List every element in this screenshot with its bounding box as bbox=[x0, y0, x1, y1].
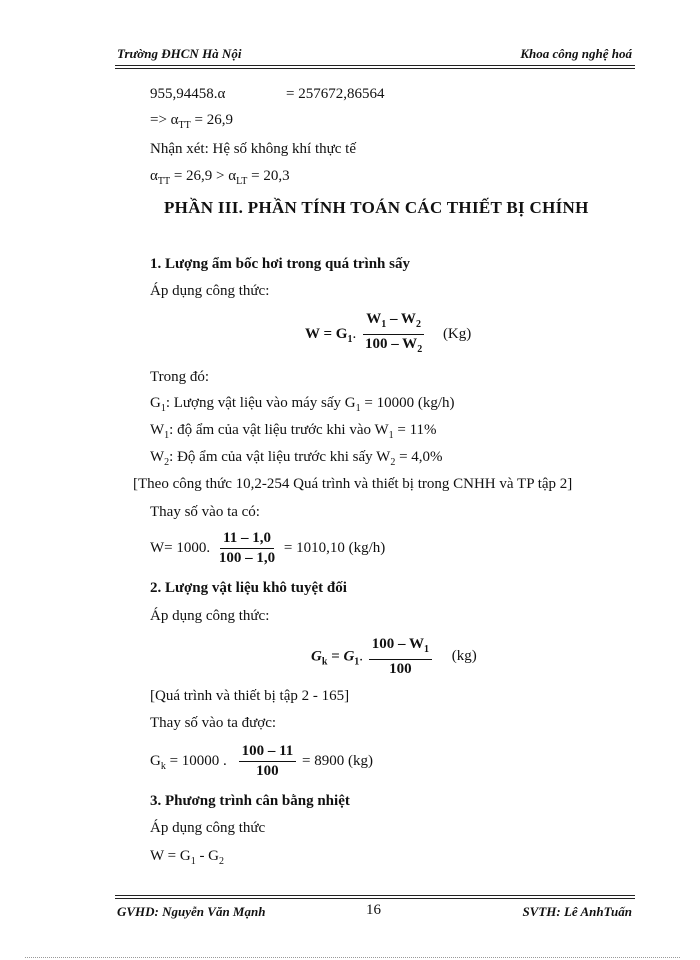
mass-balance-equation: $W = G_1 - G_2$ bbox=[150, 848, 225, 867]
page-number: 16 bbox=[366, 902, 381, 918]
def-g1: $G_1$: Lượng vật liệu vào máy sấy $G_1 = 10000$ (kg/h) bbox=[150, 395, 455, 414]
footer-student: SVTH: Lê AnhTuấn bbox=[522, 904, 632, 919]
page-bottom-border bbox=[25, 957, 680, 958]
part-title: PHẦN III. PHẦN TÍNH TOÁN CÁC THIẾT BỊ CHÍNH bbox=[164, 198, 589, 217]
formula-w: $W = G_1$. $\frac{W_1 - W_2}{100 - W_2}$ (Kg) bbox=[305, 311, 472, 355]
section-3-apply: Áp dụng công thức bbox=[150, 820, 266, 836]
section-3-heading: 3. Phương trình cân bằng nhiệt bbox=[150, 793, 350, 809]
header-rule bbox=[115, 65, 635, 66]
footer-supervisor: GVHD: Nguyễn Văn Mạnh bbox=[117, 904, 266, 919]
header-rule-2 bbox=[115, 68, 635, 69]
section-2-apply: Áp dụng công thức: bbox=[150, 608, 270, 624]
footer-rule bbox=[115, 895, 635, 896]
reference-2: [Quá trình và thiết bị tập 2 - 165] bbox=[150, 688, 350, 704]
calc-gk: $G_k = 10000$ . $\frac{100 - 11}{100}$ = 8900 (kg) bbox=[150, 743, 373, 779]
footer-rule-2 bbox=[115, 898, 635, 899]
alpha-comparison: $\alpha_{TT} = 26,9 > \alpha_{LT} = 20,3$ bbox=[150, 168, 290, 187]
def-w2: $W_2$: Độ ẩm của vật liệu trước khi sấy $W_2 = 4,0\%$ bbox=[150, 449, 443, 468]
def-w1: $W_1$: độ ẩm của vật liệu trước khi vào $W_1 = 11\%$ bbox=[150, 422, 437, 441]
header-faculty: Khoa công nghệ hoá bbox=[520, 46, 632, 61]
equation-line-1: 955,94458.α = 257672,86564 bbox=[150, 86, 385, 102]
substitute-2: Thay số vào ta được: bbox=[150, 715, 277, 731]
reference-1: [Theo công thức 10,2-254 Quá trình và thiết bị trong CNHH và TP tập 2] bbox=[133, 476, 573, 492]
header-school: Trường ĐHCN Hà Nội bbox=[117, 46, 242, 61]
calc-w: W= 1000. $\frac{11 - 1,0}{100 - 1,0}$ = 1010,10 (kg/h) bbox=[150, 530, 386, 566]
remark-line: Nhận xét: Hệ số không khí thực tế bbox=[150, 141, 357, 157]
section-1-apply: Áp dụng công thức: bbox=[150, 283, 270, 299]
section-1-heading: 1. Lượng ẩm bốc hơi trong quá trình sấy bbox=[150, 256, 410, 272]
section-2-heading: 2. Lượng vật liệu khô tuyệt đối bbox=[150, 580, 347, 596]
formula-gk: $G_k = G_1$. $\frac{100 - W_1}{100}$ (kg) bbox=[311, 636, 477, 677]
where-label: Trong đó: bbox=[150, 369, 210, 385]
substitute-1: Thay số vào ta có: bbox=[150, 504, 260, 520]
alpha-tt-result: => $\alpha_{TT} = 26,9$ bbox=[150, 112, 233, 131]
